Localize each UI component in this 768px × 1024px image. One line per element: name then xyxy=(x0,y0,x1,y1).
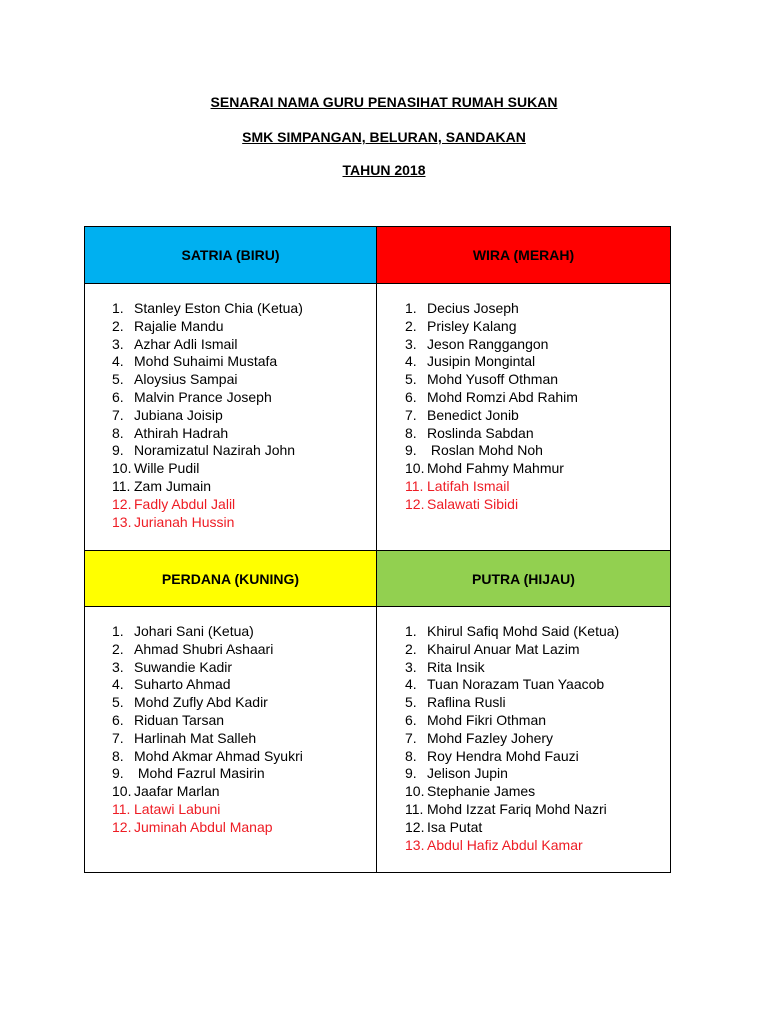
list-item xyxy=(112,353,303,371)
list-item-name: Malvin Prance Joseph xyxy=(134,388,272,405)
list-item-number: 9. xyxy=(405,765,417,782)
list-item xyxy=(405,676,619,694)
year-label: TAHUN 2018 xyxy=(342,162,426,178)
list-item-name: Mohd Fazrul Masirin xyxy=(134,765,265,782)
list-item xyxy=(112,478,303,496)
house-cell-satria xyxy=(85,284,377,551)
list-item xyxy=(405,460,578,478)
list-item xyxy=(405,478,578,496)
list-item-number: 6. xyxy=(112,388,124,405)
list-item-number: 10. xyxy=(112,783,132,800)
list-item-number: 10. xyxy=(405,460,425,477)
list-item-name: Khirul Safiq Mohd Said (Ketua) xyxy=(427,623,620,639)
list-item xyxy=(112,801,303,819)
list-item xyxy=(405,712,619,730)
house-header-perdana: PERDANA (KUNING) xyxy=(85,551,377,607)
list-item-number: 1. xyxy=(405,300,417,316)
list-item-name: Decius Joseph xyxy=(427,300,519,316)
list-item-name: Azhar Adli Ismail xyxy=(134,335,238,352)
list-item xyxy=(112,460,303,478)
list-item-number: 9. xyxy=(405,442,417,459)
member-list-perdana xyxy=(112,623,303,837)
list-item-name: Juminah Abdul Manap xyxy=(134,818,273,835)
list-item-number: 6. xyxy=(112,711,124,728)
list-item xyxy=(405,318,578,336)
list-item-name: Mohd Fahmy Mahmur xyxy=(427,460,564,477)
list-item-name: Wille Pudil xyxy=(134,460,200,477)
list-item-name: Harlinah Mat Salleh xyxy=(134,729,257,746)
list-item-number: 13. xyxy=(405,836,425,853)
house-cell-wira xyxy=(377,284,670,551)
list-item-number: 9. xyxy=(112,442,124,459)
list-item xyxy=(405,659,619,677)
list-item-name: Jaafar Marlan xyxy=(134,783,220,800)
list-item-name: Suwandie Kadir xyxy=(134,658,233,675)
list-item-number: 8. xyxy=(112,424,124,441)
list-item xyxy=(405,694,619,712)
list-item xyxy=(112,371,303,389)
list-item xyxy=(405,748,619,766)
list-item-number: 12. xyxy=(112,818,132,835)
list-item-name: Latawi Labuni xyxy=(134,800,221,817)
member-list-putra xyxy=(405,623,619,854)
document-title: SENARAI NAMA GURU PENASIHAT RUMAH SUKAN xyxy=(210,94,558,110)
list-item xyxy=(405,641,619,659)
list-item-name: Isa Putat xyxy=(427,818,483,835)
list-item-number: 10. xyxy=(405,783,425,800)
list-item-name: Jeson Ranggangon xyxy=(427,335,549,352)
list-item-name: Raflina Rusli xyxy=(427,694,506,711)
list-item-number: 11. xyxy=(112,477,131,494)
list-item xyxy=(405,837,619,855)
list-item xyxy=(405,730,619,748)
list-item-number: 3. xyxy=(112,658,124,675)
list-item-name: Jurianah Hussin xyxy=(134,513,235,530)
list-item-number: 7. xyxy=(405,406,417,423)
list-item-name: Roy Hendra Mohd Fauzi xyxy=(427,747,579,764)
list-item-number: 2. xyxy=(405,640,417,657)
list-item xyxy=(112,336,303,354)
list-item-name: Rita Insik xyxy=(427,658,485,675)
list-item-number: 8. xyxy=(405,747,417,764)
list-item-name: Salawati Sibidi xyxy=(427,495,519,512)
list-item xyxy=(405,336,578,354)
list-item-number: 5. xyxy=(112,694,124,711)
list-item-name: Noramizatul Nazirah John xyxy=(134,442,296,459)
list-item xyxy=(405,819,619,837)
list-item-number: 7. xyxy=(405,729,417,746)
list-item-number: 7. xyxy=(112,406,124,423)
list-item xyxy=(112,442,303,460)
list-item xyxy=(112,676,303,694)
houses-table xyxy=(84,226,671,873)
list-item xyxy=(112,694,303,712)
list-item xyxy=(405,425,578,443)
list-item-name: Mohd Zufly Abd Kadir xyxy=(134,694,268,711)
list-item-number: 6. xyxy=(405,711,417,728)
list-item-name: Mohd Fazley Johery xyxy=(427,729,554,746)
list-item-name: Jubiana Joisip xyxy=(134,406,223,423)
list-item-name: Abdul Hafiz Abdul Kamar xyxy=(427,836,583,853)
list-item-number: 4. xyxy=(112,676,124,693)
house-header-wira: WIRA (MERAH) xyxy=(377,227,670,284)
list-item-name: Khairul Anuar Mat Lazim xyxy=(427,640,580,657)
list-item-name: Aloysius Sampai xyxy=(134,371,238,388)
list-item xyxy=(112,712,303,730)
house-cell-putra xyxy=(377,607,670,872)
list-item xyxy=(112,641,303,659)
list-item xyxy=(405,801,619,819)
list-item-number: 11. xyxy=(405,477,424,494)
list-item xyxy=(112,389,303,407)
list-item xyxy=(112,407,303,425)
list-item xyxy=(405,496,578,514)
list-item-name: Riduan Tarsan xyxy=(134,711,225,728)
list-item-number: 7. xyxy=(112,729,124,746)
member-list-wira xyxy=(405,300,578,514)
list-item xyxy=(405,300,578,318)
list-item-name: Roslinda Sabdan xyxy=(427,424,534,441)
list-item xyxy=(405,353,578,371)
list-item-number: 10. xyxy=(112,460,132,477)
list-item xyxy=(405,389,578,407)
list-item-name: Stanley Eston Chia (Ketua) xyxy=(134,300,303,316)
list-item-number: 5. xyxy=(405,371,417,388)
list-item-name: Roslan Mohd Noh xyxy=(427,442,543,459)
list-item-number: 12. xyxy=(405,495,425,512)
list-item-number: 9. xyxy=(112,765,124,782)
list-item-number: 8. xyxy=(405,424,417,441)
member-list-satria xyxy=(112,300,303,531)
list-item-number: 1. xyxy=(112,623,124,639)
list-item xyxy=(112,425,303,443)
list-item-number: 5. xyxy=(405,694,417,711)
list-item-name: Stephanie James xyxy=(427,783,536,800)
list-item xyxy=(405,623,619,641)
list-item-number: 4. xyxy=(405,353,417,370)
list-item-number: 3. xyxy=(112,335,124,352)
list-item xyxy=(112,748,303,766)
list-item xyxy=(112,819,303,837)
list-item-number: 5. xyxy=(112,371,124,388)
list-item xyxy=(112,623,303,641)
list-item-number: 1. xyxy=(405,623,417,639)
list-item-name: Mohd Fikri Othman xyxy=(427,711,547,728)
list-item xyxy=(405,442,578,460)
list-item-number: 4. xyxy=(112,353,124,370)
list-item xyxy=(405,765,619,783)
list-item xyxy=(112,765,303,783)
list-item-number: 6. xyxy=(405,388,417,405)
list-item-name: Suharto Ahmad xyxy=(134,676,231,693)
list-item-number: 2. xyxy=(112,317,124,334)
list-item-number: 3. xyxy=(405,658,417,675)
list-item-name: Tuan Norazam Tuan Yaacob xyxy=(427,676,605,693)
list-item xyxy=(112,730,303,748)
list-item-name: Zam Jumain xyxy=(134,477,212,494)
list-item-name: Prisley Kalang xyxy=(427,317,517,334)
list-item-number: 3. xyxy=(405,335,417,352)
list-item-name: Athirah Hadrah xyxy=(134,424,229,441)
list-item-number: 4. xyxy=(405,676,417,693)
list-item-number: 12. xyxy=(405,818,425,835)
list-item-name: Fadly Abdul Jalil xyxy=(134,495,236,512)
list-item xyxy=(112,659,303,677)
list-item xyxy=(405,783,619,801)
list-item xyxy=(112,783,303,801)
list-item-name: Mohd Romzi Abd Rahim xyxy=(427,388,578,405)
list-item-name: Jusipin Mongintal xyxy=(427,353,536,370)
list-item-number: 2. xyxy=(112,640,124,657)
house-cell-perdana xyxy=(85,607,377,872)
list-item xyxy=(405,407,578,425)
list-item-name: Ahmad Shubri Ashaari xyxy=(134,640,274,657)
list-item-name: Jelison Jupin xyxy=(427,765,508,782)
school-name: SMK SIMPANGAN, BELURAN, SANDAKAN xyxy=(242,129,526,145)
list-item xyxy=(112,300,303,318)
list-item-name: Latifah Ismail xyxy=(427,477,510,494)
list-item-number: 8. xyxy=(112,747,124,764)
list-item-name: Mohd Suhaimi Mustafa xyxy=(134,353,278,370)
list-item-number: 1. xyxy=(112,300,124,316)
list-item-name: Johari Sani (Ketua) xyxy=(134,623,254,639)
house-header-satria: SATRIA (BIRU) xyxy=(85,227,377,284)
list-item-name: Rajalie Mandu xyxy=(134,317,224,334)
list-item-name: Mohd Yusoff Othman xyxy=(427,371,559,388)
list-item xyxy=(112,514,303,532)
list-item-number: 11. xyxy=(405,800,424,817)
list-item xyxy=(405,371,578,389)
house-header-putra: PUTRA (HIJAU) xyxy=(377,551,670,607)
list-item-name: Mohd Akmar Ahmad Syukri xyxy=(134,747,303,764)
list-item-name: Benedict Jonib xyxy=(427,406,519,423)
list-item-number: 2. xyxy=(405,317,417,334)
list-item xyxy=(112,496,303,514)
list-item xyxy=(112,318,303,336)
list-item-name: Mohd Izzat Fariq Mohd Nazri xyxy=(427,800,607,817)
list-item-number: 11. xyxy=(112,800,131,817)
list-item-number: 12. xyxy=(112,495,132,512)
list-item-number: 13. xyxy=(112,513,132,530)
